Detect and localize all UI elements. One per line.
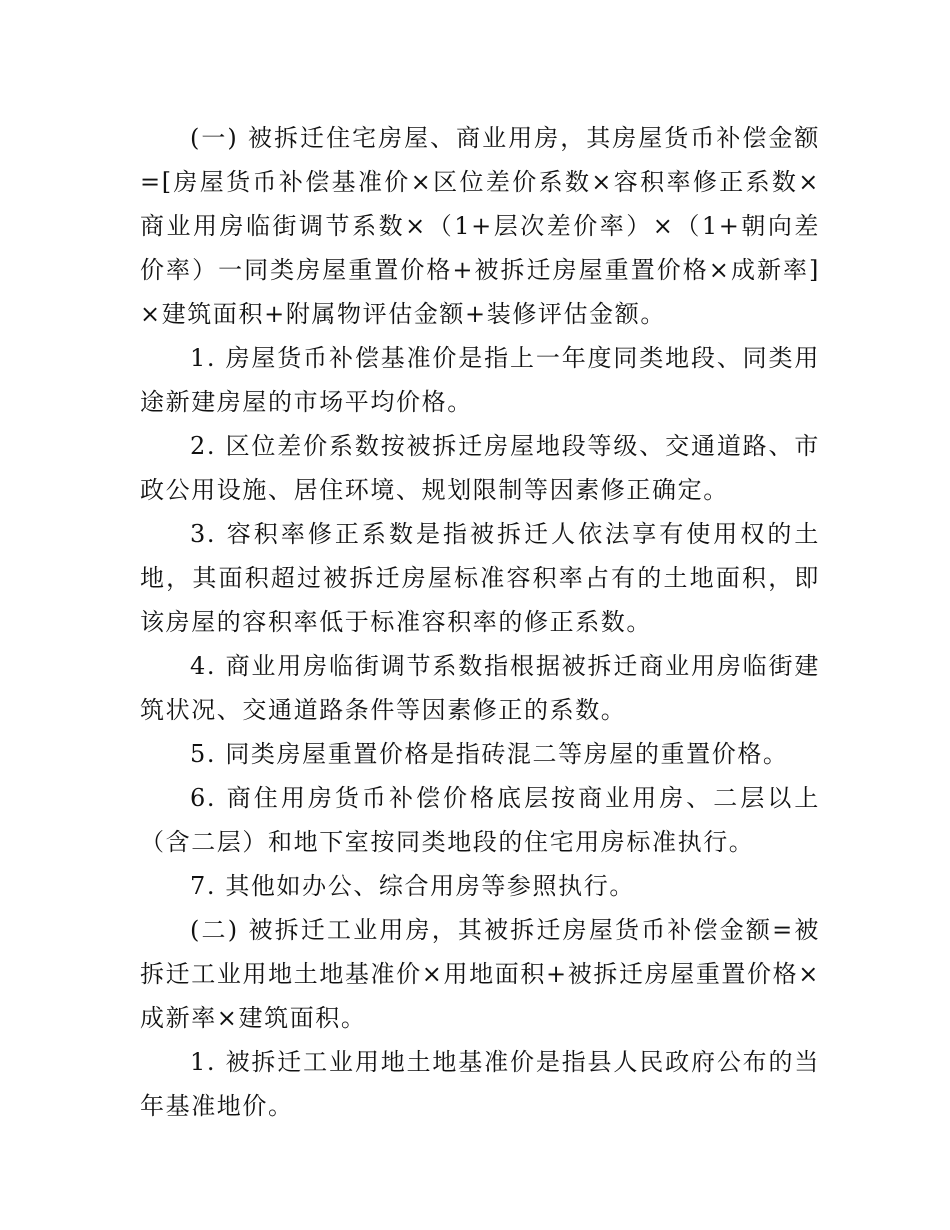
- paragraph-item-4-street-coefficient: 4. 商业用房临街调节系数指根据被拆迁商业用房临街建筑状况、交通道路条件等因素修正的系数。: [140, 652, 820, 724]
- paragraph-item-2-location-coefficient: 2. 区位差价系数按被拆迁房屋地段等级、交通道路、市政公用设施、居住环境、规划限制等因素修正确定。: [140, 432, 820, 504]
- paragraph-item-1-base-price: 1. 房屋货币补偿基准价是指上一年度同类地段、同类用途新建房屋的市场平均价格。: [140, 344, 820, 416]
- paragraph-industrial-formula: (二) 被拆迁工业用房，其被拆迁房屋货币补偿金额=被拆迁工业用地土地基准价×用地面积+被拆迁房屋重置价格×成新率×建筑面积。: [140, 916, 820, 1032]
- document-body: [140, 116, 820, 1128]
- paragraph-residential-commercial-formula: (一) 被拆迁住宅房屋、商业用房，其房屋货币补偿金额=[房屋货币补偿基准价×区位差价系数×容积率修正系数×商业用房临街调节系数×（1+层次差价率）×（1+朝向差价率）一同类房屋重置价格+被拆迁房屋重置价格×成新率]×建筑面积+附属物评估金额+装修评估金额。: [140, 124, 820, 328]
- paragraph-item-5-replacement-price: 5. 同类房屋重置价格是指砖混二等房屋的重置价格。: [190, 740, 789, 768]
- paragraph-industrial-item-1: 1. 被拆迁工业用地土地基准价是指县人民政府公布的当年基准地价。: [140, 1048, 820, 1120]
- paragraph-item-7-other: 7. 其他如办公、综合用房等参照执行。: [190, 872, 635, 900]
- paragraph-item-3-plot-ratio: 3. 容积率修正系数是指被拆迁人依法享有使用权的土地，其面积超过被拆迁房屋标准容积率占有的土地面积，即该房屋的容积率低于标准容积率的修正系数。: [140, 520, 820, 636]
- paragraph-item-6-mixed-use: 6. 商住用房货币补偿价格底层按商业用房、二层以上（含二层）和地下室按同类地段的住宅用房标准执行。: [140, 784, 820, 856]
